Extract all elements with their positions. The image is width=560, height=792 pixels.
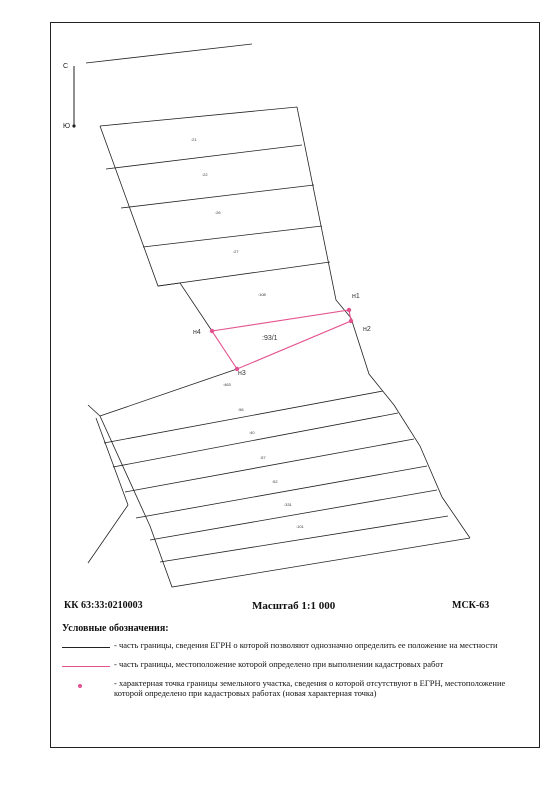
point-label-n4: н4 xyxy=(193,329,201,336)
parcel-divider xyxy=(113,413,398,467)
legend-item-text: - часть границы, сведения ЕГРН о которой позволяют однозначно определить ее положение на местности xyxy=(114,640,498,650)
legend-item xyxy=(62,659,532,671)
pink-line-icon xyxy=(62,661,110,671)
parcel-label: :93/1 xyxy=(262,335,278,342)
coordinate-system: МСК-63 xyxy=(452,600,490,611)
boundary-stub xyxy=(88,405,100,416)
parcel-divider xyxy=(150,490,437,540)
parcel-label: :26 xyxy=(215,210,221,215)
upper-block-left-edge xyxy=(100,126,212,331)
parcel-label: :463 xyxy=(223,382,231,387)
parcel-divider xyxy=(106,145,302,169)
legend-item-text: - часть границы, местоположение которой определено при выполнении кадастровых работ xyxy=(114,659,444,669)
parcel-divider xyxy=(136,466,427,518)
new-point-icon xyxy=(349,319,353,323)
lower-block-right-edge xyxy=(351,318,470,538)
point-label-n3: н3 xyxy=(238,370,246,377)
legend xyxy=(62,623,532,705)
parcel-label: :108 xyxy=(258,292,266,297)
parcel-divider xyxy=(160,516,448,562)
boundary-line xyxy=(96,418,128,505)
black-line-icon xyxy=(62,642,110,652)
compass-north-label: С xyxy=(63,63,69,70)
parcel-label: :22 xyxy=(202,172,208,177)
parcel-divider xyxy=(125,439,414,492)
parcel-label: :331 xyxy=(284,502,292,507)
new-point-icon xyxy=(347,308,351,312)
legend-item-text: - характерная точка границы земельного участка, сведения о которой отсутствуют в ЕГРН, местоположение которой определено при кадастровых работах (новая характерная точка) xyxy=(114,678,506,699)
parcel-label: :27 xyxy=(233,249,239,254)
upper-block-right-edge xyxy=(100,107,351,318)
parcel-label: :101 xyxy=(296,524,304,529)
legend-item xyxy=(62,640,532,652)
point-label-n2: н2 xyxy=(363,326,371,333)
legend-item xyxy=(62,678,532,698)
parcel-divider xyxy=(104,391,383,443)
parcel-label: :40 xyxy=(249,430,255,435)
cadastral-quarter: КК 63:33:0210003 xyxy=(64,600,143,611)
legend-title: Условные обозначения: xyxy=(62,623,169,634)
parcel-divider xyxy=(143,226,322,247)
parcel-label: :21 xyxy=(191,137,197,142)
parcel-divider xyxy=(158,262,330,286)
pink-dot-icon xyxy=(62,680,110,690)
map-scale: Масштаб 1:1 000 xyxy=(252,600,336,612)
parcel-label: :56 xyxy=(238,407,244,412)
parcel-divider xyxy=(121,185,314,208)
compass-origin-icon xyxy=(72,124,75,127)
compass-south-label: Ю xyxy=(63,123,71,130)
boundary-line xyxy=(86,44,252,63)
new-point-icon xyxy=(210,329,214,333)
point-label-n1: н1 xyxy=(352,293,360,300)
map-footer xyxy=(50,600,540,616)
parcel-label: :57 xyxy=(260,455,266,460)
surveyed-boundary xyxy=(212,310,351,369)
lower-block-left-edge xyxy=(100,369,470,587)
boundary-line xyxy=(88,505,128,563)
parcel-label: :52 xyxy=(272,479,278,484)
